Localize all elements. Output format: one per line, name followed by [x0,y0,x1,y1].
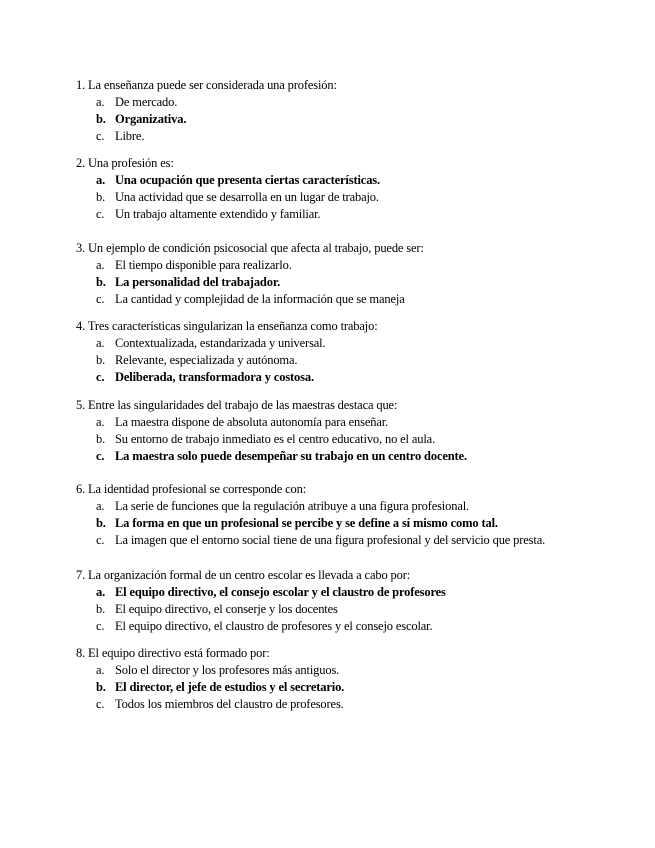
option-letter: b. [96,602,106,616]
question-stem: 7. La organización formal de un centro escolar es llevada a cabo por: [76,568,411,582]
question-stem: 5. Entre las singularidades del trabajo de las maestras destaca que: [76,398,398,412]
question-stem: 1. La enseñanza puede ser considerada una profesión: [76,78,337,92]
option-letter: a. [96,415,105,429]
answer-option [76,696,636,713]
answer-option-correct [76,274,636,291]
option-text: Organizativa. [115,112,187,126]
answer-option [76,498,636,515]
option-letter: b. [96,516,106,530]
option-letter: b. [96,190,106,204]
option-text: Su entorno de trabajo inmediato es el centro educativo, no el aula. [115,432,436,446]
answer-option [76,532,636,549]
option-text: La cantidad y complejidad de la información que se maneja [115,292,405,306]
option-letter: b. [96,353,106,367]
option-text: El tiempo disponible para realizarlo. [115,258,292,272]
option-letter: c. [96,619,105,633]
question-4 [76,318,636,386]
option-text: Un trabajo altamente extendido y familiar. [115,207,321,221]
answer-option [76,335,636,352]
answer-option [76,431,636,448]
question-stem: 8. El equipo directivo está formado por: [76,646,270,660]
option-letter: c. [96,207,105,221]
option-letter: a. [96,499,105,513]
question-3 [76,240,636,308]
option-letter: c. [96,449,105,463]
option-text: Una ocupación que presenta ciertas características. [115,173,380,187]
option-text: Una actividad que se desarrolla en un lugar de trabajo. [115,190,379,204]
question-7 [76,567,636,635]
question-stem: 2. Una profesión es: [76,156,174,170]
answer-option [76,601,636,618]
option-text: Solo el director y los profesores más antiguos. [115,663,340,677]
option-text: Todos los miembros del claustro de profesores. [115,697,344,711]
answer-option [76,128,636,145]
answer-option [76,662,636,679]
option-letter: b. [96,112,106,126]
answer-option [76,189,636,206]
answer-option [76,618,636,635]
question-6 [76,481,636,549]
answer-option-correct [76,679,636,696]
option-letter: b. [96,432,106,446]
question-stem: 4. Tres características singularizan la enseñanza como trabajo: [76,319,378,333]
answer-option [76,414,636,431]
question-stem: 6. La identidad profesional se corresponde con: [76,482,307,496]
option-letter: c. [96,129,105,143]
option-letter: a. [96,258,105,272]
option-text: El equipo directivo, el consejo escolar y el claustro de profesores [115,585,446,599]
option-letter: a. [96,663,105,677]
answer-option [76,206,636,223]
option-text: La forma en que un profesional se percibe y se define a sí mismo como tal. [115,516,498,530]
option-letter: b. [96,275,106,289]
option-text: El director, el jefe de estudios y el secretario. [115,680,345,694]
option-letter: a. [96,336,105,350]
option-text: La maestra solo puede desempeñar su trabajo en un centro docente. [115,449,467,463]
answer-option-correct [76,369,636,386]
answer-option-correct [76,172,636,189]
option-text: La maestra dispone de absoluta autonomía para enseñar. [115,415,389,429]
question-stem: 3. Un ejemplo de condición psicosocial que afecta al trabajo, puede ser: [76,241,424,255]
answer-option-correct [76,584,636,601]
question-8 [76,645,636,713]
option-text: El equipo directivo, el conserje y los docentes [115,602,338,616]
option-letter: c. [96,370,105,384]
option-letter: a. [96,95,105,109]
question-2 [76,155,636,223]
option-text: Deliberada, transformadora y costosa. [115,370,314,384]
option-text: Libre. [115,129,145,143]
option-letter: b. [96,680,106,694]
option-letter: c. [96,533,105,547]
option-letter: a. [96,585,106,599]
option-text: La personalidad del trabajador. [115,275,281,289]
option-text: El equipo directivo, el claustro de profesores y el consejo escolar. [115,619,433,633]
answer-option [76,291,636,308]
option-text: De mercado. [115,95,178,109]
option-text: La imagen que el entorno social tiene de una figura profesional y del servicio que presta. [115,533,546,547]
option-letter: c. [96,292,105,306]
answer-option [76,352,636,369]
answer-option-correct [76,515,636,532]
question-1 [76,77,636,145]
answer-option-correct [76,448,636,465]
option-letter: c. [96,697,105,711]
option-text: La serie de funciones que la regulación atribuye a una figura profesional. [115,499,470,513]
option-text: Relevante, especializada y autónoma. [115,353,298,367]
question-5 [76,397,636,465]
option-text: Contextualizada, estandarizada y universal. [115,336,326,350]
option-letter: a. [96,173,106,187]
answer-option-correct [76,111,636,128]
answer-option [76,257,636,274]
answer-option [76,94,636,111]
